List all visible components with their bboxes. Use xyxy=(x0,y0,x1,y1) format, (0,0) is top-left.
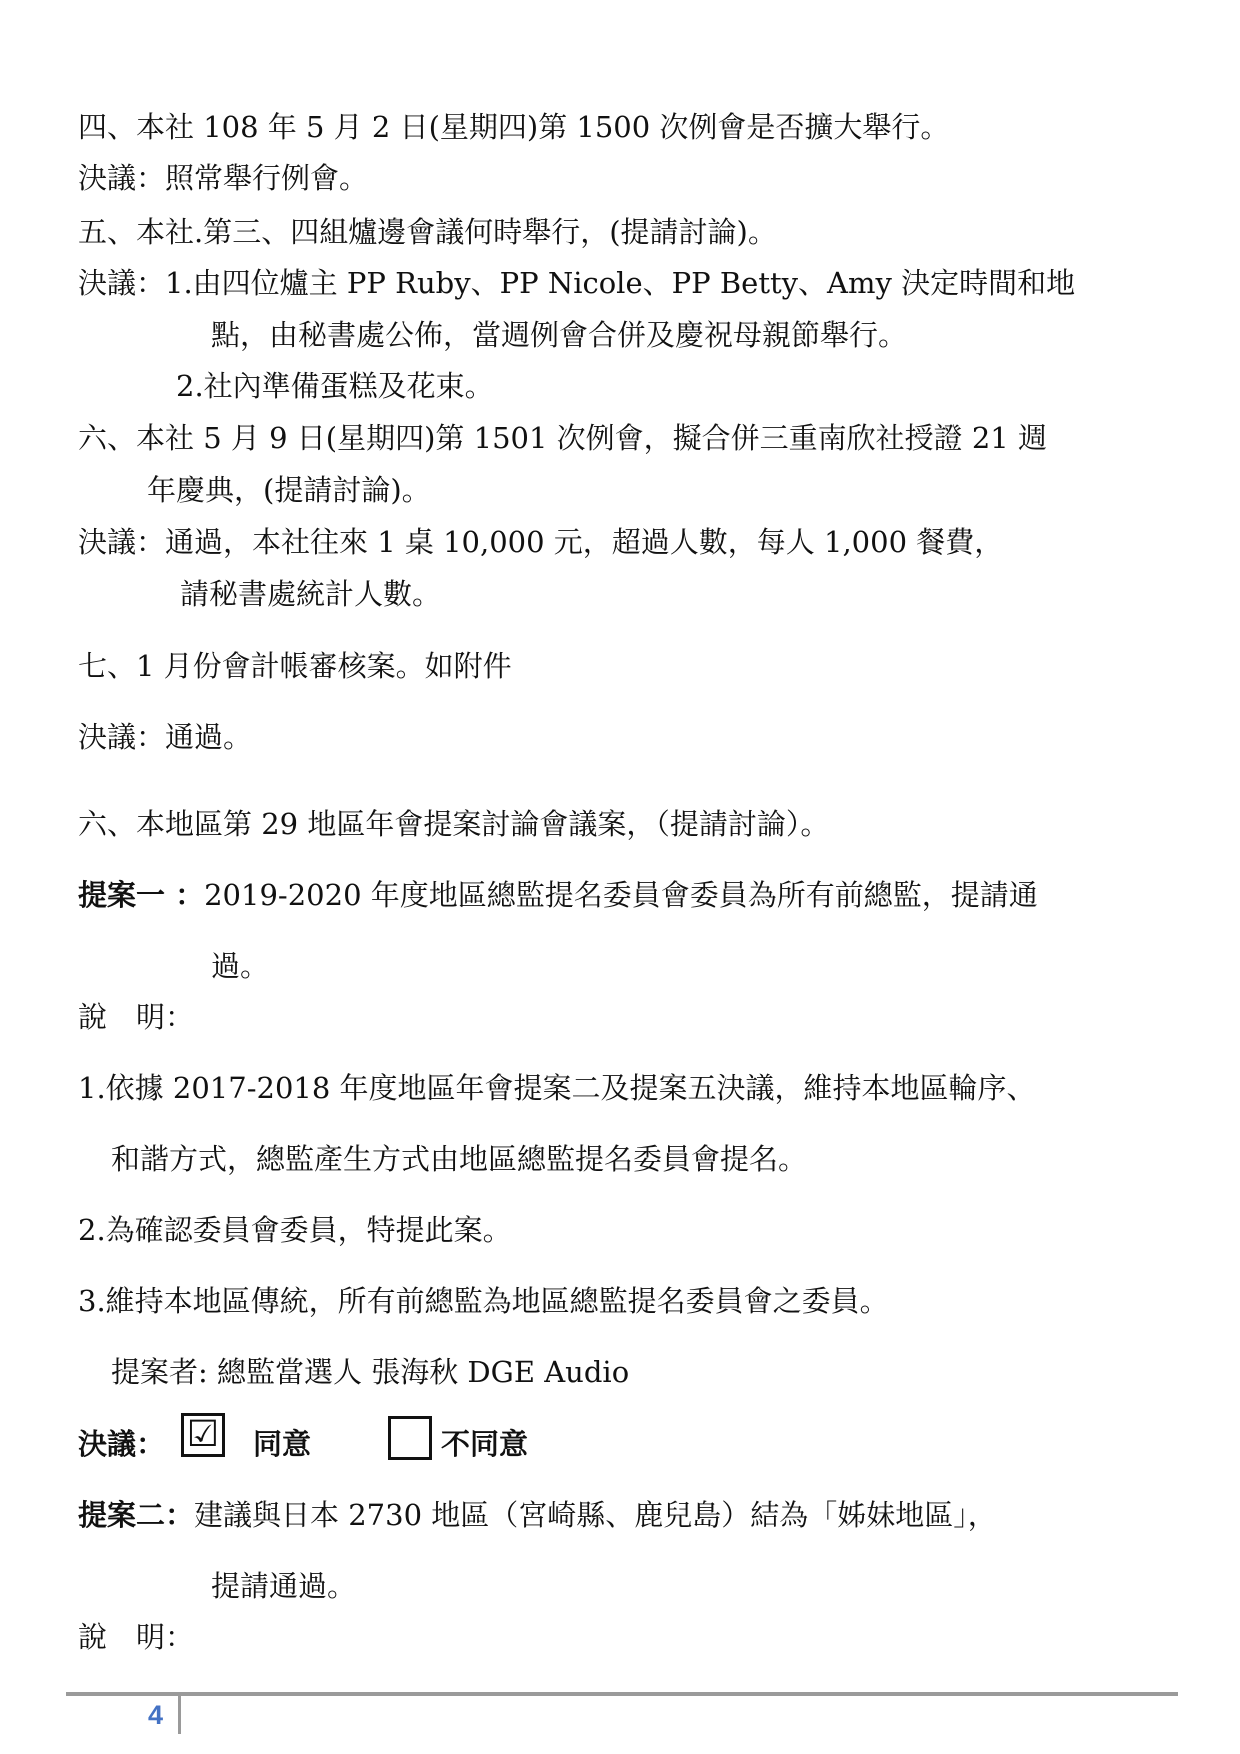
district-proposal-heading: 六、本地區第 29 地區年會提案討論會議案，（提請討論）。 xyxy=(78,807,830,841)
agree-label: 同意 xyxy=(253,1427,312,1461)
proposal-two xyxy=(78,1496,997,1534)
explanation-one-1-cont: 和諧方式，總監產生方式由地區總監提名委員會提名。 xyxy=(111,1142,808,1176)
resolution-four: 決議：照常舉行例會。 xyxy=(78,161,369,195)
resolution-five-1: 決議：1.由四位爐主 PP Ruby、PP Nicole、PP Betty、Amy 決定時間和地 xyxy=(78,266,1076,300)
explanation-one-2: 2.為確認委員會委員，特提此案。 xyxy=(78,1213,512,1247)
item-four: 四、本社 108 年 5 月 2 日(星期四)第 1500 次例會是否擴大舉行。 xyxy=(78,110,950,144)
resolution-six-cont: 請秘書處統計人數。 xyxy=(180,577,442,611)
item-seven: 七、1 月份會計帳審核案。如附件 xyxy=(78,649,512,683)
proposal-two-cont: 提請通過。 xyxy=(211,1569,357,1603)
proposal-one xyxy=(78,876,1038,914)
resolution-six: 決議：通過，本社往來 1 桌 10,000 元，超過人數，每人 1,000 餐費， xyxy=(78,525,1004,559)
proposal-one-cont: 過。 xyxy=(211,949,270,983)
agree-checkbox-icon: ☑ xyxy=(181,1413,225,1457)
resolution-seven: 決議：通過。 xyxy=(78,720,253,754)
resolution-five-2: 2.社內準備蛋糕及花束。 xyxy=(176,369,494,403)
footer-divider xyxy=(178,1694,181,1734)
item-six-cont: 年慶典，(提請討論)。 xyxy=(147,473,431,507)
disagree-label: 不同意 xyxy=(441,1427,529,1461)
explanation-label-two: 說 明： xyxy=(78,1620,195,1654)
proposer: 提案者: 總監當選人 張海秋 DGE Audio xyxy=(111,1355,630,1389)
proposal-two-label: 提案二： xyxy=(78,1498,195,1532)
explanation-one-3: 3.維持本地區傳統，所有前總監為地區總監提名委員會之委員。 xyxy=(78,1284,889,1318)
proposal-one-text: 2019-2020 年度地區總監提名委員會委員為所有前總監，提請通 xyxy=(204,878,1038,912)
explanation-one-1: 1.依據 2017-2018 年度地區年會提案二及提案五決議，維持本地區輪序、 xyxy=(78,1071,1036,1105)
resolution-label-one: 決議： xyxy=(78,1427,166,1461)
proposal-two-text: 建議與日本 2730 地區（宮崎縣、鹿兒島）結為「姊妹地區」， xyxy=(194,1498,997,1532)
proposal-one-label: 提案一 ： xyxy=(78,878,205,912)
disagree-checkbox-icon xyxy=(388,1416,432,1460)
explanation-label-one: 說 明： xyxy=(78,1000,195,1034)
footer-rule xyxy=(66,1692,1178,1696)
page-number: 4 xyxy=(148,1700,164,1730)
item-six: 六、本社 5 月 9 日(星期四)第 1501 次例會，擬合併三重南欣社授證 21 週 xyxy=(78,421,1047,455)
resolution-five-1-cont: 點，由秘書處公佈，當週例會合併及慶祝母親節舉行。 xyxy=(211,318,908,352)
item-five: 五、本社.第三、四組爐邊會議何時舉行，(提請討論)。 xyxy=(78,215,777,249)
